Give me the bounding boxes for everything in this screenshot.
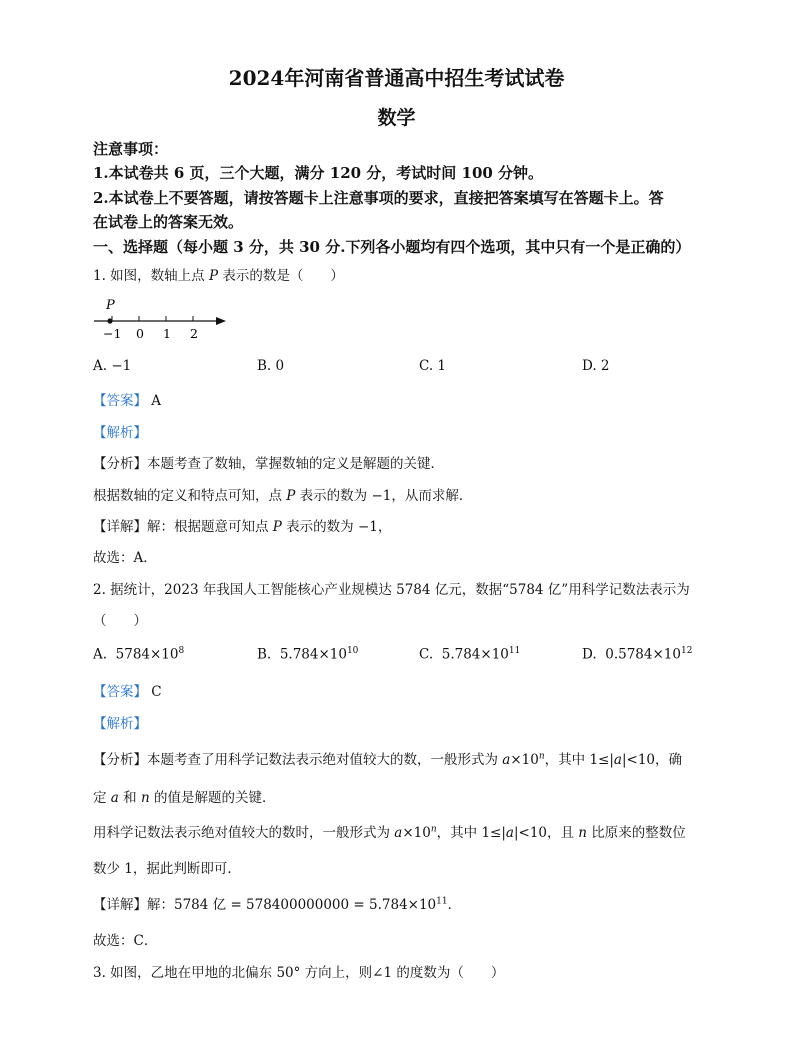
tick-label: 1 bbox=[163, 326, 171, 341]
answer-line: 【答案】 C bbox=[93, 684, 162, 700]
page-subtitle: 数学 bbox=[377, 107, 416, 129]
point-p-dot bbox=[107, 318, 112, 323]
notice-item-2-cont: 在试卷上的答案无效。 bbox=[93, 213, 244, 231]
answer-tag: 【答案】 bbox=[93, 684, 147, 700]
option-a: A. $5784\times 10^8$ bbox=[93, 646, 185, 663]
option-c: C. 1 bbox=[419, 358, 447, 374]
option-a: A. −1 bbox=[93, 358, 132, 374]
notice-item-1: 1.本试卷共 6 页，三个大题，满分 120 分，考试时间 100 分钟。 bbox=[93, 164, 544, 182]
option-d: D. 2 bbox=[582, 358, 610, 374]
tick-label: −1 bbox=[103, 326, 122, 341]
option-b: B. 0 bbox=[257, 358, 285, 374]
analysis-line: 【分析】本题考查了数轴，掌握数轴的定义是解题的关键． bbox=[93, 456, 444, 472]
number-line-figure bbox=[92, 297, 232, 342]
analysis-line: 数少 1，据此判断即可． bbox=[93, 861, 241, 877]
analysis-line: 根据数轴的定义和特点可知，点 P 表示的数为 −1，从而求解． bbox=[93, 488, 473, 504]
answer-line: 【答案】 A bbox=[93, 393, 162, 409]
conclusion-line: 故选：A． bbox=[93, 550, 157, 566]
option-c: C. $5.784\times 10^{11}$ bbox=[419, 646, 521, 663]
question-1-stem: 1. 如图，数轴上点 P 表示的数是（ ） bbox=[93, 268, 344, 284]
section-heading: 一、选择题（每小题 3 分，共 30 分.下列各小题均有四个选项，其中只有一个是正确的） bbox=[93, 238, 691, 256]
analysis-line: 【分析】本题考查了用科学记数法表示绝对值较大的数，一般形式为 $a\times 10^n$，其中 1≤|a|<10，确 bbox=[93, 751, 683, 768]
notice-item-2: 2.本试卷上不要答题，请按答题卡上注意事项的要求，直接把答案填写在答题卡上。答 bbox=[93, 189, 664, 207]
analysis-line: 定 a 和 n 的值是解题的关键． bbox=[93, 790, 276, 806]
question-3-stem: 3. 如图，乙地在甲地的北偏东 50° 方向上，则∠1 的度数为（ ） bbox=[93, 965, 505, 981]
conclusion-line: 故选：C． bbox=[93, 933, 158, 949]
analysis-tag: 【解析】 bbox=[93, 425, 147, 441]
notice-heading: 注意事项： bbox=[93, 140, 169, 158]
point-p-label: P bbox=[106, 298, 115, 313]
option-d: D. $0.5784\times 10^{12}$ bbox=[582, 646, 693, 663]
question-2-paren: （ ） bbox=[93, 613, 147, 629]
analysis-tag: 【解析】 bbox=[93, 716, 147, 732]
arrow-head-icon bbox=[216, 317, 226, 325]
tick-label: 2 bbox=[190, 326, 198, 341]
solution-line: 【详解】解：5784 亿 = $578400000000 = 5.784\times 10^{11}$． bbox=[93, 896, 462, 913]
analysis-line: 用科学记数法表示绝对值较大的数时，一般形式为 $a\times 10^n$，其中 1≤|a|<10，且 n 比原来的整数位 bbox=[93, 824, 686, 841]
page-title: 2024年河南省普通高中招生考试试卷 bbox=[228, 66, 565, 90]
solution-line: 【详解】解：根据题意可知点 P 表示的数为 −1， bbox=[93, 519, 392, 535]
option-b: B. $5.784\times 10^{10}$ bbox=[257, 646, 359, 663]
question-2-stem: 2. 据统计，2023 年我国人工智能核心产业规模达 5784 亿元，数据“5784 亿”用科学记数法表示为 bbox=[93, 582, 690, 598]
tick-label: 0 bbox=[136, 326, 144, 341]
answer-tag: 【答案】 bbox=[93, 393, 147, 409]
